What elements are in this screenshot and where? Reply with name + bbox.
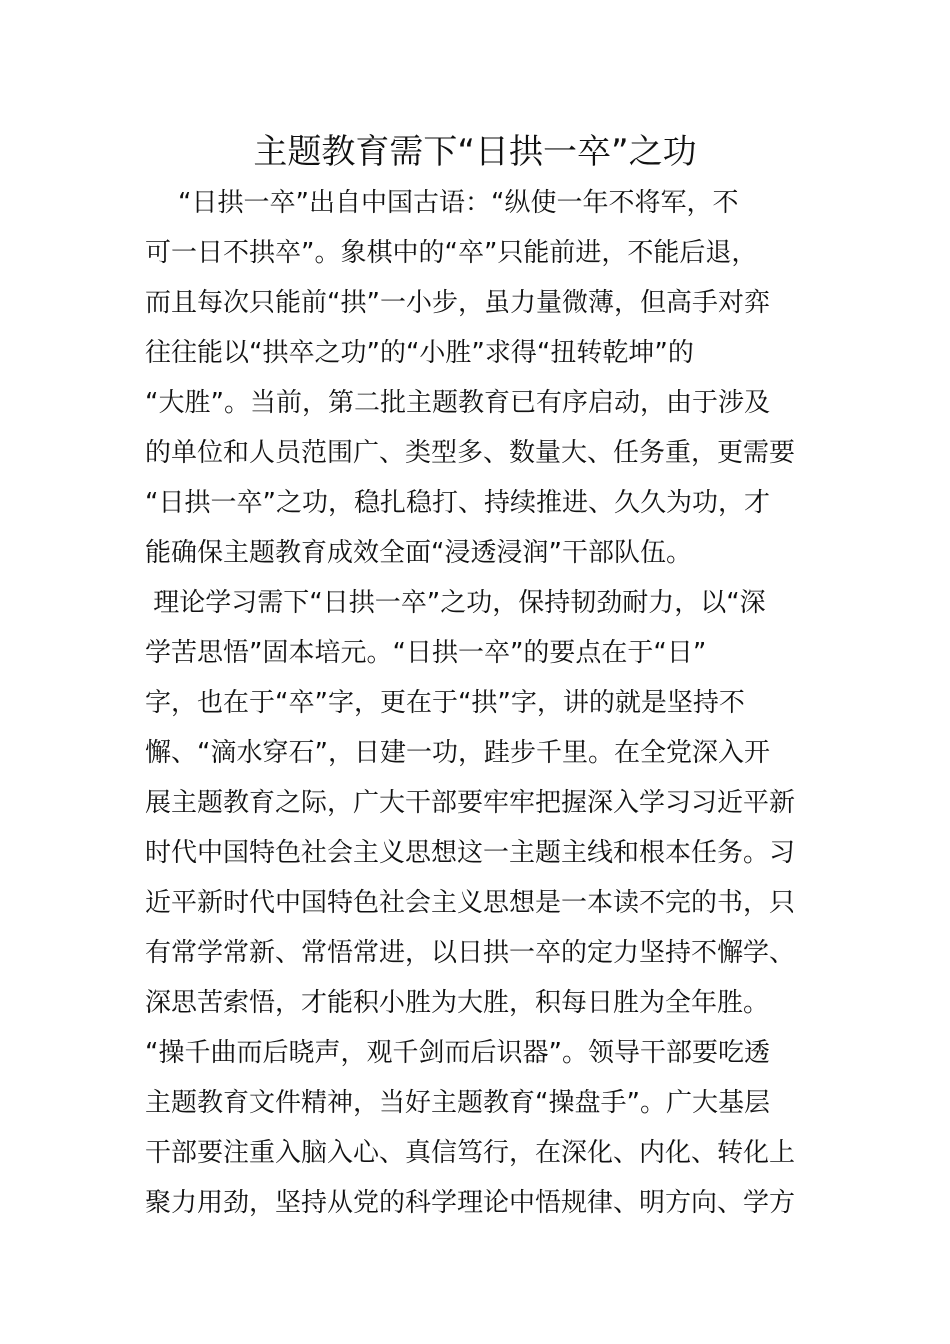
text-line: 而且每次只能前“拱”一小步，虽力量微薄，但高手对弈 (145, 288, 770, 318)
text-line: 聚力用劲，坚持从党的科学理论中悟规律、明方向、学方 (145, 1188, 796, 1218)
text-line: 展主题教育之际，广大干部要牢牢把握深入学习习近平新 (145, 788, 796, 818)
text-line: 学苦思悟”固本培元。“日拱一卒”的要点在于“日” (145, 638, 707, 668)
text-line: 主题教育文件精神，当好主题教育“操盘手”。广大基层 (145, 1088, 770, 1118)
document-body (145, 178, 815, 1228)
text-line: “大胜”。当前，第二批主题教育已有序启动，由于涉及 (145, 388, 770, 418)
text-line: “日拱一卒”之功，稳扎稳打、持续推进、久久为功，才 (145, 488, 770, 518)
text-line: “操千曲而后晓声，观千剑而后识器”。领导干部要吃透 (145, 1038, 770, 1068)
text-line: “日拱一卒”出自中国古语：“纵使一年不将军，不 (145, 188, 739, 218)
document-title: 主题教育需下“日拱一卒”之功 (253, 132, 697, 172)
text-line: 的单位和人员范围广、类型多、数量大、任务重，更需要 (145, 438, 796, 468)
text-line: 理论学习需下“日拱一卒”之功，保持韧劲耐力，以“深 (145, 588, 766, 618)
text-line: 懈、“滴水穿石”，日建一功，跬步千里。在全党深入开 (145, 738, 770, 768)
text-line: 时代中国特色社会主义思想这一主题主线和根本任务。习 (145, 838, 796, 868)
text-line: 深思苦索悟，才能积小胜为大胜，积每日胜为全年胜。 (145, 988, 770, 1018)
text-line: 往往能以“拱卒之功”的“小胜”求得“扭转乾坤”的 (145, 338, 694, 368)
text-line: 有常学常新、常悟常进，以日拱一卒的定力坚持不懈学、 (145, 938, 796, 968)
text-line: 字，也在于“卒”字，更在于“拱”字，讲的就是坚持不 (145, 688, 745, 718)
text-line: 干部要注重入脑入心、真信笃行，在深化、内化、转化上 (145, 1138, 796, 1168)
text-line: 可一日不拱卒”。象棋中的“卒”只能前进，不能后退， (145, 238, 758, 268)
text-line: 近平新时代中国特色社会主义思想是一本读不完的书，只 (145, 888, 796, 918)
text-line: 能确保主题教育成效全面“浸透浸润”干部队伍。 (145, 538, 692, 568)
